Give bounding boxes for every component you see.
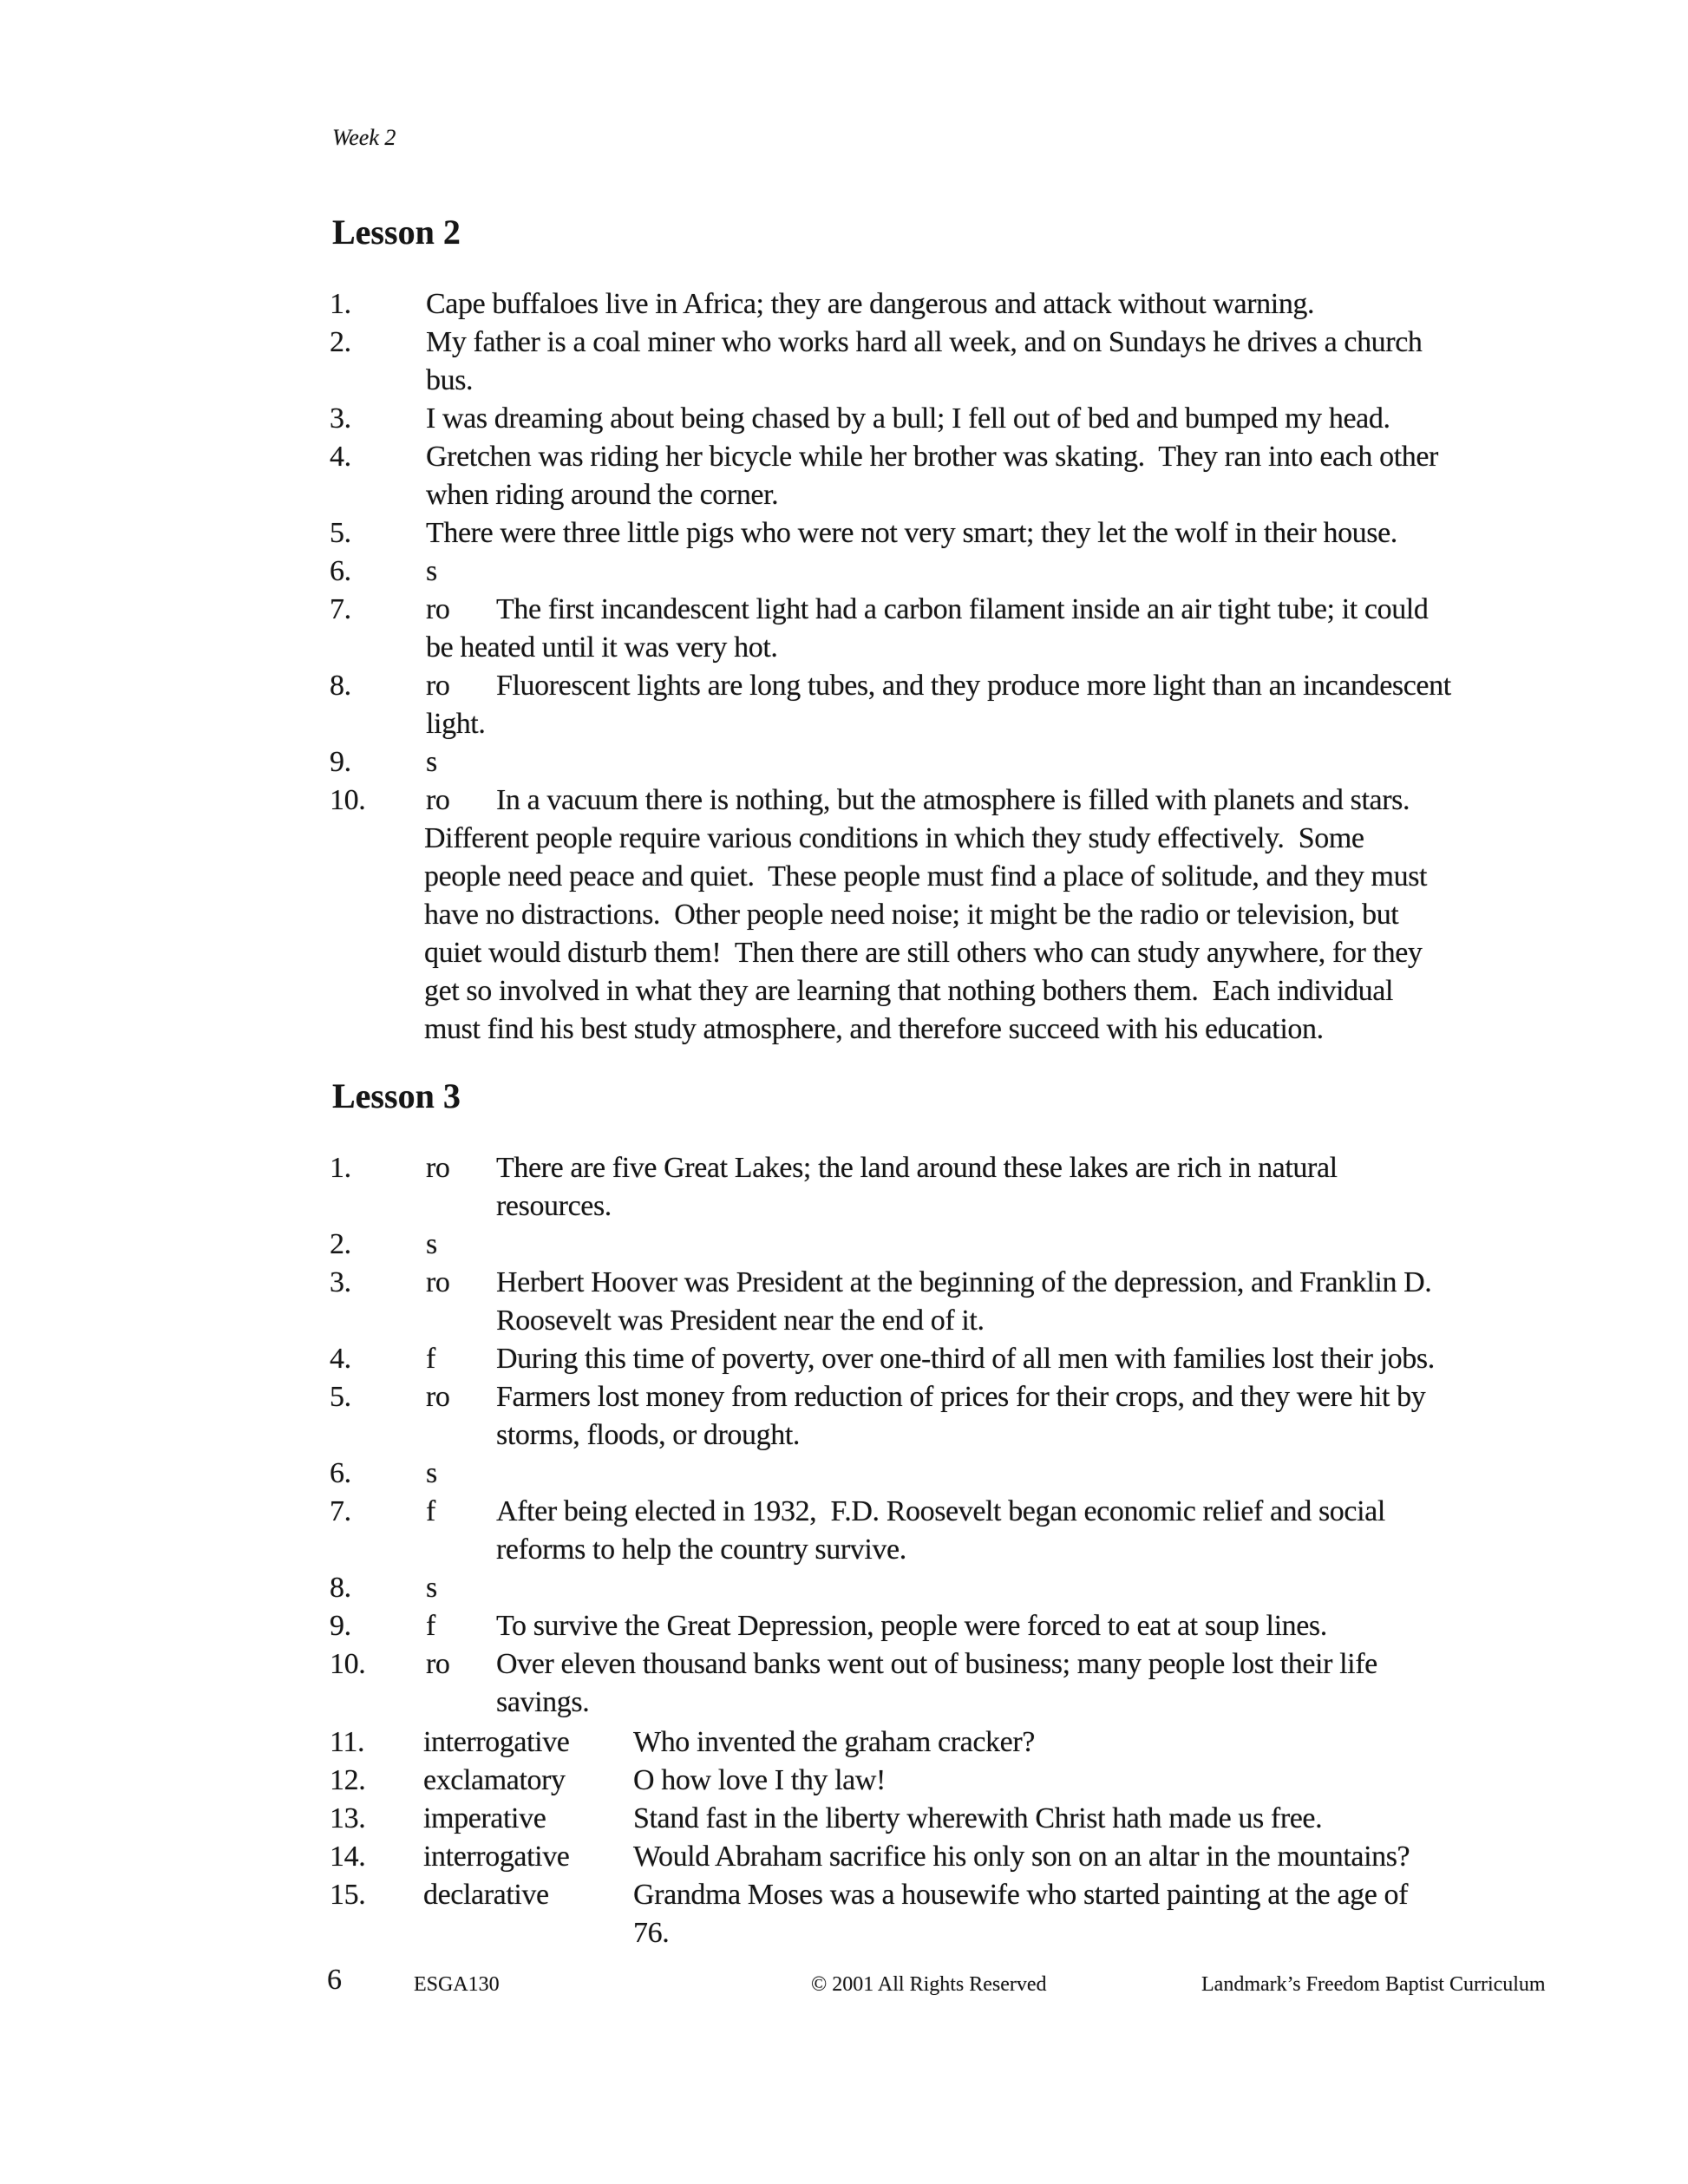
item-number: 7.	[330, 593, 351, 625]
sentence-continuation: resources.	[496, 1190, 612, 1222]
sentence-text: My father is a coal miner who works hard all week, and on Sundays he drives a church	[426, 326, 1423, 358]
item-number: 12.	[330, 1764, 366, 1796]
item-number: 1.	[330, 1152, 351, 1184]
sentence-text: Who invented the graham cracker?	[633, 1726, 1035, 1758]
sentence-continuation: savings.	[496, 1686, 590, 1718]
answer-label: declarative	[423, 1879, 549, 1911]
sentence-text: After being elected in 1932, F.D. Roosevelt began economic relief and social	[496, 1495, 1385, 1527]
answer-label: ro	[426, 593, 450, 625]
page-number: 6	[327, 1964, 342, 1996]
sentence-text: Would Abraham sacrifice his only son on an altar in the mountains?	[633, 1841, 1410, 1873]
sentence-text: To survive the Great Depression, people were forced to eat at soup lines.	[496, 1610, 1327, 1642]
week-label: Week 2	[332, 125, 396, 150]
sentence-continuation: bus.	[426, 364, 474, 396]
answer-label: interrogative	[423, 1726, 570, 1758]
sentence-continuation: reforms to help the country survive.	[496, 1533, 906, 1566]
item-number: 2.	[330, 326, 351, 358]
answer-label: imperative	[423, 1802, 546, 1834]
sentence-text: Over eleven thousand banks went out of business; many people lost their life	[496, 1648, 1377, 1680]
paragraph-line: have no distractions. Other people need noise; it might be the radio or television, but	[424, 899, 1399, 931]
sentence-continuation: be heated until it was very hot.	[426, 631, 778, 664]
lesson-3-title: Lesson 3	[332, 1076, 461, 1115]
sentence-continuation: when riding around the corner.	[426, 479, 779, 511]
sentence-text: The first incandescent light had a carbon filament inside an air tight tube; it could	[496, 593, 1429, 625]
item-number: 10.	[330, 1648, 366, 1680]
answer-label: s	[426, 746, 437, 778]
paragraph-line: Different people require various conditions in which they study effectively. Some	[424, 822, 1364, 854]
item-number: 13.	[330, 1802, 366, 1834]
paragraph-line: quiet would disturb them! Then there are still others who can study anywhere, for they	[424, 937, 1423, 969]
answer-label: interrogative	[423, 1841, 570, 1873]
answer-label: s	[426, 1457, 437, 1489]
item-number: 8.	[330, 1572, 351, 1604]
publisher-name: Landmark’s Freedom Baptist Curriculum	[1201, 1973, 1546, 1996]
item-number: 9.	[330, 746, 351, 778]
sentence-text: There are five Great Lakes; the land around these lakes are rich in natural	[496, 1152, 1338, 1184]
answer-label: exclamatory	[423, 1764, 566, 1796]
sentence-text: Fluorescent lights are long tubes, and they produce more light than an incandescent	[496, 670, 1451, 702]
sentence-text: I was dreaming about being chased by a bull; I fell out of bed and bumped my head.	[426, 402, 1390, 435]
answer-label: f	[426, 1610, 435, 1642]
course-code: ESGA130	[414, 1973, 500, 1996]
answer-label: ro	[426, 1381, 450, 1413]
answer-label: ro	[426, 1648, 450, 1680]
item-number: 1.	[330, 288, 351, 320]
sentence-continuation: Roosevelt was President near the end of it.	[496, 1305, 985, 1337]
answer-label: ro	[426, 1152, 450, 1184]
paragraph-line: people need peace and quiet. These people must find a place of solitude, and they must	[424, 860, 1428, 893]
answer-label: f	[426, 1343, 435, 1375]
item-number: 3.	[330, 402, 351, 435]
sentence-text: Stand fast in the liberty wherewith Christ hath made us free.	[633, 1802, 1323, 1834]
item-number: 15.	[330, 1879, 366, 1911]
paragraph-line: must find his best study atmosphere, and therefore succeed with his education.	[424, 1013, 1324, 1045]
answer-label: ro	[426, 1266, 450, 1298]
answer-label: f	[426, 1495, 435, 1527]
item-number: 14.	[330, 1841, 366, 1873]
sentence-text: Gretchen was riding her bicycle while her brother was skating. They ran into each other	[426, 441, 1438, 473]
sentence-text: There were three little pigs who were not very smart; they let the wolf in their house.	[426, 517, 1397, 549]
sentence-continuation: light.	[426, 708, 486, 740]
answer-label: ro	[426, 784, 450, 816]
sentence-continuation: storms, floods, or drought.	[496, 1419, 800, 1451]
paragraph-line: get so involved in what they are learning that nothing bothers them. Each individual	[424, 975, 1394, 1007]
item-number: 4.	[330, 441, 351, 473]
sentence-text: O how love I thy law!	[633, 1764, 886, 1796]
item-number: 10.	[330, 784, 366, 816]
sentence-text: Farmers lost money from reduction of prices for their crops, and they were hit by	[496, 1381, 1426, 1413]
sentence-text: Herbert Hoover was President at the beginning of the depression, and Franklin D.	[496, 1266, 1432, 1298]
item-number: 5.	[330, 517, 351, 549]
answer-label: s	[426, 555, 437, 587]
item-number: 5.	[330, 1381, 351, 1413]
item-number: 11.	[330, 1726, 365, 1758]
item-number: 6.	[330, 1457, 351, 1489]
copyright-notice: © 2001 All Rights Reserved	[811, 1973, 1047, 1996]
sentence-continuation: 76.	[633, 1917, 670, 1949]
item-number: 4.	[330, 1343, 351, 1375]
answer-label: ro	[426, 670, 450, 702]
item-number: 6.	[330, 555, 351, 587]
lesson-2-title: Lesson 2	[332, 213, 461, 252]
item-number: 3.	[330, 1266, 351, 1298]
sentence-text: In a vacuum there is nothing, but the atmosphere is filled with planets and stars.	[496, 784, 1410, 816]
answer-label: s	[426, 1228, 437, 1260]
item-number: 9.	[330, 1610, 351, 1642]
sentence-text: Cape buffaloes live in Africa; they are dangerous and attack without warning.	[426, 288, 1315, 320]
item-number: 7.	[330, 1495, 351, 1527]
item-number: 8.	[330, 670, 351, 702]
sentence-text: Grandma Moses was a housewife who started painting at the age of	[633, 1879, 1409, 1911]
answer-label: s	[426, 1572, 437, 1604]
item-number: 2.	[330, 1228, 351, 1260]
sentence-text: During this time of poverty, over one-third of all men with families lost their jobs.	[496, 1343, 1435, 1375]
